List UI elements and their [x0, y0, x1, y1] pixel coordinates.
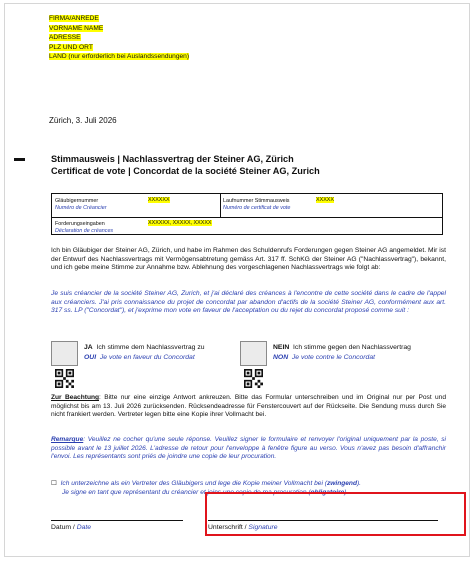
qr-code-yes-icon: [55, 369, 74, 388]
address-line-country: LAND (nur erforderlich bei Auslandssendungen): [49, 53, 190, 61]
document-title: [51, 154, 451, 177]
creditor-info-table: [51, 193, 443, 235]
signature-label: Unterschrift / Signature: [208, 524, 278, 531]
document-page: [4, 3, 470, 557]
vote-number-value: XXXXX: [316, 197, 334, 203]
yes-checkbox[interactable]: [51, 341, 78, 366]
creditor-number-value: XXXXXX: [148, 197, 170, 203]
notice-french: Remarque: Veuillez ne cocher qu'une seule réponse. Veuillez signer le formulaire et renvoyer l'original uniquement par la poste, si possible avant le 13 juillet 2026. L'adresse de retour pour l'enveloppe à fenêtre figure au verso. Vous n'avez pas besoin d'affranchir l'envoi. Les représentants sont priés de joindre une copie de leur procuration.: [51, 436, 446, 461]
address-block: [49, 14, 189, 62]
title-french: Certificat de vote | Concordat de la société Steiner AG, Zurich: [51, 165, 320, 176]
vote-number-label: Laufnummer Stimmausweis Numéro de certificat de vote: [223, 198, 291, 211]
address-line-zip-city: PLZ UND ORT: [49, 43, 93, 51]
claims-label: Forderungseingaben Déclaration de créances: [55, 221, 114, 234]
date-label: Datum / Date: [51, 524, 92, 531]
intro-french: Je suis créancier de la société Steiner AG, Zurich, et j'ai déclaré des créances à l'encontre de cette société dans le cadre de l'appel aux créanciers. J'ai pris connaissance du projet de concordat par abandon d'actifs de la société Steiner AG, conformément aux art. 317 ss. LP ("Concordat"), et j'exprime mon vote en faveur de l'acceptation ou du rejet du concordat proposé comme suit :: [51, 290, 446, 315]
creditor-number-label: Gläubigernummer Numéro de Créancier: [55, 198, 107, 211]
intro-german: Ich bin Gläubiger der Steiner AG, Zürich, und habe im Rahmen des Schuldenrufs Forderungen gegen Steiner AG angemeldet. Mir ist der Entwurf des Nachlassvertrags mit Vermögensabtretung gemäss Art. 317 ff. SchKG der Steiner AG ("Nachlassvertrag"), bekannt, und ich gebe meine Stimme zur Annahme bzw. Ablehnung des vorgeschlagenen Nachlassvertrags wie folgt ab:: [51, 247, 446, 272]
representative-statement: ☐ Ich unterzeichne als ein Vertreter des Gläubigers und lege die Kopie meiner Vollmacht bei (zwingend). Je signe en tant que représentant du créancier et joins une copie de ma procuration (obligatoire).: [51, 480, 362, 496]
date-line: [51, 520, 183, 521]
title-german: Stimmausweis | Nachlassvertrag der Steiner AG, Zürich: [51, 154, 294, 164]
address-line-street: ADRESSE: [49, 34, 81, 42]
address-line-company: FIRMA/ANREDE: [49, 15, 99, 22]
qr-code-no-icon: [244, 369, 263, 388]
no-checkbox[interactable]: [240, 341, 267, 366]
signature-highlight-box: [205, 492, 466, 536]
address-line-name: VORNAME NAME: [49, 24, 104, 32]
notice-german: Zur Beachtung: Bitte nur eine einzige Antwort ankreuzen. Bitte das Formular unterschreiben und im Original nur per Post und möglichst bis am 13. Juli 2026 zurücksenden. Rücksendeadresse für Fenstercouvert auf der Rückseite. Die Sendung muss durch Sie nicht frankiert werden. Vertreter legen bitte eine Kopie ihrer Vollmacht bei.: [51, 394, 446, 419]
claims-value: XXXXXX, XXXXX, XXXXX: [148, 220, 212, 226]
yes-option: JA Ich stimme dem Nachlassvertrag zu OUI Je vote en faveur du Concordat: [84, 344, 205, 361]
representative-checkbox[interactable]: ☐: [51, 480, 57, 487]
no-option: NEIN Ich stimme gegen den Nachlassvertrag NON Je vote contre le Concordat: [273, 344, 411, 361]
fold-marker: [14, 158, 25, 161]
letter-date: Zürich, 3. Juli 2026: [49, 116, 117, 125]
